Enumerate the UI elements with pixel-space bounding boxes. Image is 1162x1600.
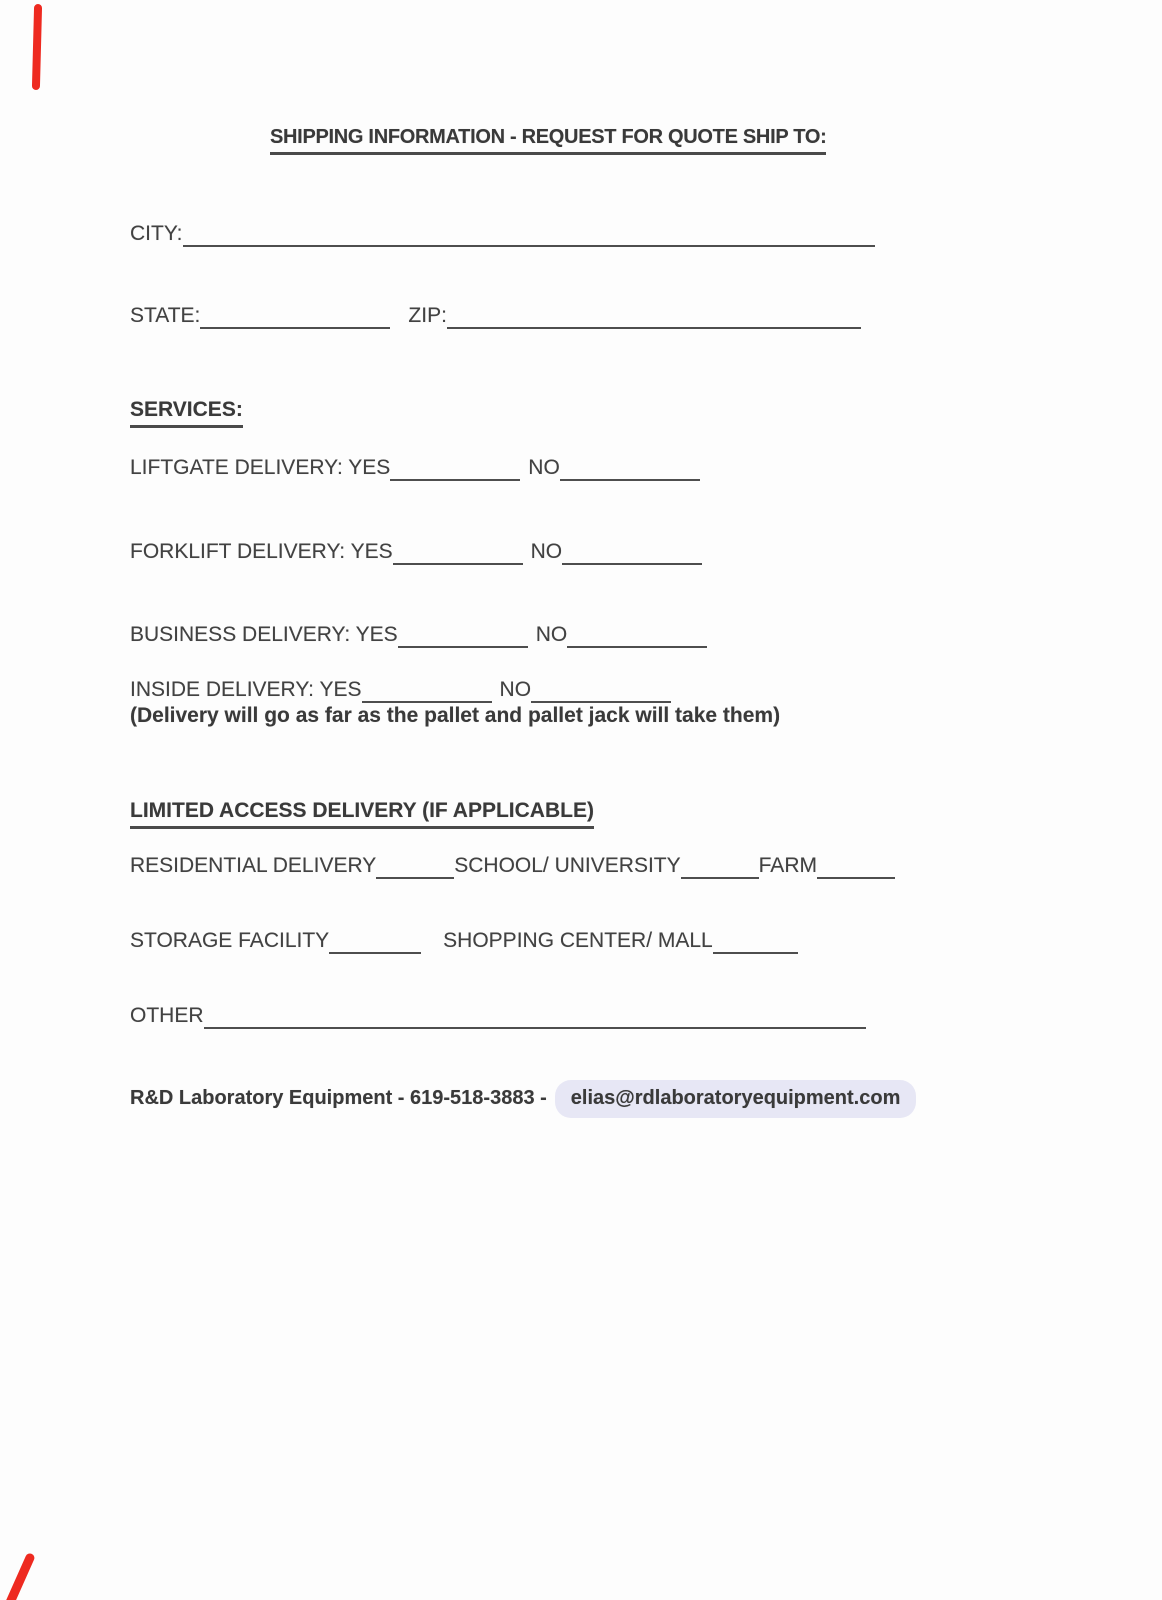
limited-access-heading: LIMITED ACCESS DELIVERY (IF APPLICABLE) (130, 798, 594, 829)
inside-no-blank (531, 679, 671, 703)
liftgate-delivery-row (130, 455, 700, 481)
yes-label: YES (319, 678, 362, 701)
other-row (130, 1003, 866, 1029)
inside-delivery-label: INSIDE DELIVERY: (130, 678, 315, 701)
form-title-text: SHIPPING INFORMATION - REQUEST FOR QUOTE SHIP TO: (270, 124, 826, 155)
liftgate-yes-blank (390, 457, 520, 481)
inside-yes-blank (362, 679, 492, 703)
forklift-no-blank (562, 541, 702, 565)
no-label: NO (530, 540, 563, 563)
other-blank-line (204, 1005, 866, 1029)
no-label: NO (535, 623, 568, 646)
storage-facility-blank (329, 930, 421, 954)
city-label: CITY: (130, 222, 183, 245)
no-label: NO (499, 678, 532, 701)
state-zip-row (130, 303, 861, 329)
limited-access-heading-row (130, 798, 594, 829)
shopping-center-mall-label: SHOPPING CENTER/ MALL (443, 929, 713, 952)
state-blank-line (200, 305, 390, 329)
farm-blank (817, 855, 895, 879)
school-university-blank (681, 855, 759, 879)
city-row (130, 221, 875, 247)
footer-company-phone: R&D Laboratory Equipment - 619-518-3883 - (130, 1087, 547, 1109)
no-label: NO (528, 456, 560, 479)
residential-delivery-label: RESIDENTIAL DELIVERY (130, 854, 377, 877)
business-delivery-row (130, 622, 707, 648)
inside-delivery-note: (Delivery will go as far as the pallet and pallet jack will take them) (130, 704, 781, 727)
form-title (270, 124, 826, 155)
state-label: STATE: (130, 304, 201, 327)
business-yes-blank (398, 624, 528, 648)
shopping-center-mall-blank (713, 930, 798, 954)
city-blank-line (183, 223, 875, 247)
services-heading-row (130, 397, 243, 428)
red-pen-mark-bottom-left (4, 1552, 36, 1600)
storage-facility-label: STORAGE FACILITY (130, 929, 330, 952)
liftgate-delivery-label: LIFTGATE DELIVERY: (130, 456, 343, 479)
limited-access-row-1 (130, 853, 895, 879)
footer-row (130, 1080, 916, 1118)
yes-label: YES (350, 540, 393, 563)
yes-label: YES (355, 623, 398, 646)
footer-email: elias@rdlaboratoryequipment.com (555, 1080, 917, 1118)
red-pen-mark-top-left (32, 4, 42, 90)
services-heading: SERVICES: (130, 397, 243, 428)
business-no-blank (567, 624, 707, 648)
forklift-delivery-row (130, 539, 702, 565)
limited-access-row-2 (130, 928, 798, 954)
forklift-yes-blank (393, 541, 523, 565)
residential-delivery-blank (376, 855, 454, 879)
yes-label: YES (348, 456, 391, 479)
zip-blank-line (447, 305, 861, 329)
farm-label: FARM (758, 854, 817, 877)
zip-label: ZIP: (408, 304, 447, 327)
other-label: OTHER (130, 1004, 204, 1027)
school-university-label: SCHOOL/ UNIVERSITY (454, 854, 681, 877)
liftgate-no-blank (560, 457, 700, 481)
forklift-delivery-label: FORKLIFT DELIVERY: (130, 540, 346, 563)
business-delivery-label: BUSINESS DELIVERY: (130, 623, 351, 646)
inside-delivery-row (130, 677, 671, 703)
